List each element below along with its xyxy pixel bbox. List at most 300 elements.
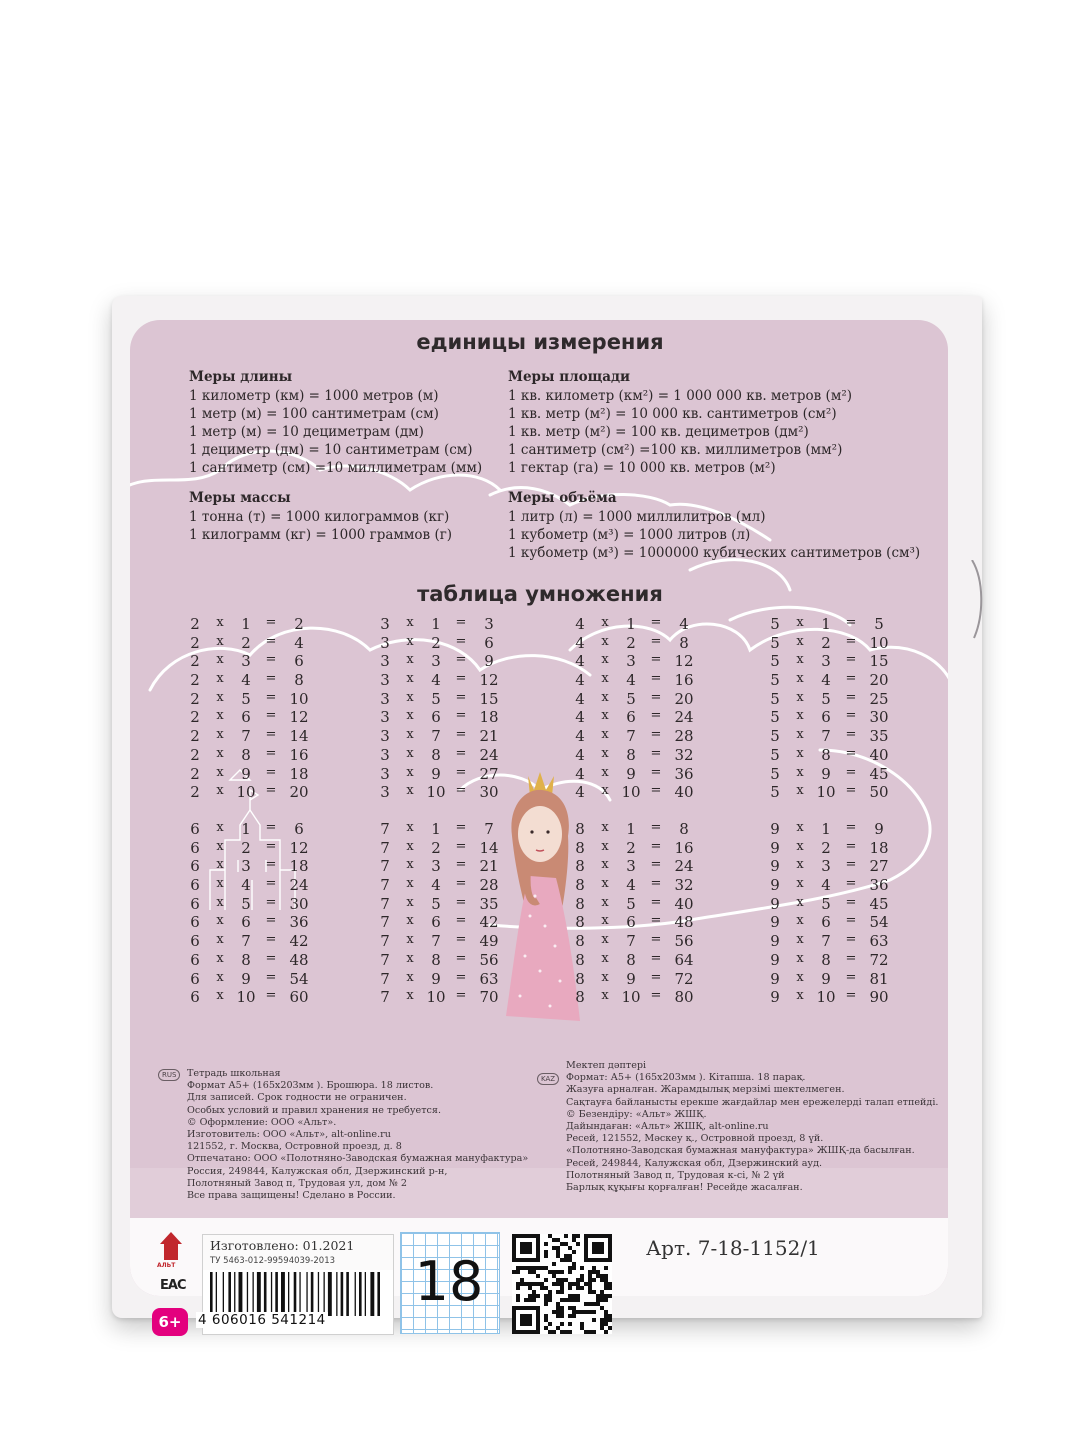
mult-sign: x <box>601 671 609 687</box>
mult-sign: x <box>406 950 414 966</box>
mult-result: 8 <box>294 671 304 690</box>
mult-factor: 2 <box>190 764 200 783</box>
equals-sign: = <box>455 633 467 649</box>
mass-block <box>189 489 452 544</box>
mult-multiplier: 3 <box>431 857 441 876</box>
mult-sign: x <box>601 988 609 1004</box>
mult-result: 12 <box>479 671 499 690</box>
mult-multiplier: 7 <box>821 932 831 951</box>
mult-multiplier: 7 <box>626 727 636 746</box>
equals-sign: = <box>650 671 662 687</box>
equals-sign: = <box>845 652 857 668</box>
mult-multiplier: 5 <box>241 689 251 708</box>
mult-factor: 9 <box>770 988 780 1007</box>
mult-sign: x <box>216 633 224 649</box>
info-rus-line: Все права защищены! Сделано в России. <box>187 1190 396 1202</box>
mult-multiplier: 2 <box>821 838 831 857</box>
mult-sign: x <box>216 671 224 687</box>
mult-sign: x <box>601 727 609 743</box>
info-kaz <box>566 1060 938 1194</box>
mult-sign: x <box>406 876 414 892</box>
mult-sign: x <box>216 913 224 929</box>
mult-sign: x <box>601 838 609 854</box>
info-kaz-line: © Безендіру: «Альт» ЖШҚ. <box>566 1108 707 1120</box>
equals-sign: = <box>265 727 277 743</box>
equals-sign: = <box>845 913 857 929</box>
length-line: 1 сантиметр (см) =10 миллиметрам (мм) <box>189 460 483 476</box>
mult-factor: 6 <box>190 988 200 1007</box>
equals-sign: = <box>845 615 857 630</box>
equals-sign: = <box>845 745 857 761</box>
mult-factor: 7 <box>380 894 390 913</box>
mult-multiplier: 3 <box>241 652 251 671</box>
mult-sign: x <box>406 838 414 854</box>
info-kaz-line: Ресей, 249844, Калужская обл, Дзержинский ауд. <box>566 1157 823 1169</box>
equals-sign: = <box>455 838 467 854</box>
mult-multiplier: 8 <box>241 950 251 969</box>
mult-result: 6 <box>294 652 304 671</box>
equals-sign: = <box>265 671 277 687</box>
mult-multiplier: 7 <box>431 727 441 746</box>
mult-multiplier: 10 <box>816 988 836 1007</box>
rus-badge: RUS <box>158 1069 180 1081</box>
mult-factor: 7 <box>380 838 390 857</box>
info-rus-line: Полотняный Завод п, Трудовая ул, дом № 2 <box>187 1177 407 1189</box>
mult-result: 9 <box>874 820 884 838</box>
multiplication-title: таблица умножения <box>417 582 663 606</box>
mult-multiplier: 8 <box>241 745 251 764</box>
mult-multiplier: 9 <box>626 969 636 988</box>
mult-factor: 4 <box>575 671 585 690</box>
mult-sign: x <box>796 652 804 668</box>
mult-sign: x <box>601 857 609 873</box>
mult-sign: x <box>601 689 609 705</box>
mult-factor: 3 <box>380 615 390 633</box>
mult-result: 64 <box>674 950 694 969</box>
equals-sign: = <box>650 857 662 873</box>
equals-sign: = <box>650 876 662 892</box>
mult-multiplier: 2 <box>821 633 831 652</box>
mult-factor: 2 <box>190 615 200 633</box>
mult-result: 10 <box>289 689 309 708</box>
mult-result: 28 <box>479 876 499 895</box>
equals-sign: = <box>845 783 857 799</box>
mult-factor: 9 <box>770 969 780 988</box>
equals-sign: = <box>650 783 662 799</box>
mult-factor: 7 <box>380 876 390 895</box>
mult-sign: x <box>796 671 804 687</box>
equals-sign: = <box>650 913 662 929</box>
mult-factor: 5 <box>770 745 780 764</box>
mult-factor: 7 <box>380 950 390 969</box>
mult-sign: x <box>406 969 414 985</box>
eac-mark: ЕАС <box>160 1278 186 1293</box>
equals-sign: = <box>455 876 467 892</box>
mult-factor: 6 <box>190 969 200 988</box>
mult-result: 14 <box>479 838 499 857</box>
info-kaz-line: Мектеп дәптері <box>566 1060 647 1071</box>
mult-sign: x <box>216 727 224 743</box>
mult-result: 90 <box>869 988 889 1007</box>
mult-sign: x <box>216 764 224 780</box>
mult-result: 12 <box>674 652 694 671</box>
alt-logo-icon <box>160 1232 182 1260</box>
mult-result: 21 <box>479 857 499 876</box>
equals-sign: = <box>265 932 277 948</box>
equals-sign: = <box>265 988 277 1004</box>
mult-result: 70 <box>479 988 499 1007</box>
mult-sign: x <box>216 783 224 799</box>
mult-factor: 8 <box>575 932 585 951</box>
mult-sign: x <box>216 988 224 1004</box>
mult-factor: 4 <box>575 615 585 633</box>
area-line: 1 гектар (га) = 10 000 кв. метров (м²) <box>508 460 776 476</box>
length-line: 1 метр (м) = 10 дециметрам (дм) <box>189 424 424 440</box>
mult-sign: x <box>601 783 609 799</box>
mult-multiplier: 5 <box>431 689 441 708</box>
info-kaz-line: Полотняный Завод п, Трудовая к-сі, № 2 үй <box>566 1169 785 1181</box>
manufactured-date: Изготовлено: 01.2021 <box>210 1238 355 1253</box>
info-rus-line: Тетрадь школьная <box>187 1068 281 1079</box>
mult-factor: 4 <box>575 783 585 802</box>
mult-multiplier: 1 <box>821 820 831 838</box>
mult-multiplier: 8 <box>431 950 441 969</box>
mult-factor: 5 <box>770 783 780 802</box>
mult-multiplier: 3 <box>626 857 636 876</box>
mult-result: 30 <box>289 894 309 913</box>
mult-factor: 7 <box>380 913 390 932</box>
equals-sign: = <box>650 838 662 854</box>
mult-factor: 8 <box>575 950 585 969</box>
area-line: 1 кв. метр (м²) = 10 000 кв. сантиметров (см²) <box>508 406 837 422</box>
mult-factor: 8 <box>575 988 585 1007</box>
mult-factor: 9 <box>770 857 780 876</box>
mult-factor: 3 <box>380 727 390 746</box>
mult-result: 15 <box>479 689 499 708</box>
equals-sign: = <box>455 913 467 929</box>
mult-result: 56 <box>674 932 694 951</box>
equals-sign: = <box>650 652 662 668</box>
mult-multiplier: 1 <box>431 820 441 838</box>
equals-sign: = <box>650 615 662 630</box>
mult-sign: x <box>601 969 609 985</box>
mult-factor: 5 <box>770 652 780 671</box>
equals-sign: = <box>845 671 857 687</box>
mult-factor: 6 <box>190 950 200 969</box>
mult-multiplier: 4 <box>241 671 251 690</box>
mass-heading: Меры массы <box>189 490 291 506</box>
mult-sign: x <box>796 727 804 743</box>
mult-sign: x <box>796 950 804 966</box>
mult-factor: 5 <box>770 633 780 652</box>
mult-factor: 7 <box>380 988 390 1007</box>
mult-result: 42 <box>289 932 309 951</box>
mult-multiplier: 6 <box>821 708 831 727</box>
mult-result: 50 <box>869 783 889 802</box>
equals-sign: = <box>650 820 662 835</box>
mult-factor: 2 <box>190 671 200 690</box>
equals-sign: = <box>845 857 857 873</box>
equals-sign: = <box>265 969 277 985</box>
kaz-badge: KAZ <box>537 1073 559 1085</box>
mult-result: 40 <box>674 894 694 913</box>
mult-result: 6 <box>484 633 494 652</box>
mult-multiplier: 2 <box>241 838 251 857</box>
mult-sign: x <box>796 894 804 910</box>
length-line: 1 километр (км) = 1000 метров (м) <box>189 388 439 404</box>
mult-result: 36 <box>289 913 309 932</box>
equals-sign: = <box>265 652 277 668</box>
mult-result: 72 <box>674 969 694 988</box>
mult-result: 48 <box>289 950 309 969</box>
mult-multiplier: 2 <box>626 633 636 652</box>
mult-result: 24 <box>289 876 309 895</box>
mult-sign: x <box>601 820 609 835</box>
equals-sign: = <box>845 988 857 1004</box>
mult-result: 9 <box>484 652 494 671</box>
mult-sign: x <box>406 689 414 705</box>
equals-sign: = <box>845 838 857 854</box>
mult-factor: 4 <box>575 652 585 671</box>
mult-sign: x <box>601 708 609 724</box>
mult-factor: 3 <box>380 652 390 671</box>
mult-factor: 3 <box>380 764 390 783</box>
mult-sign: x <box>796 913 804 929</box>
equals-sign: = <box>650 745 662 761</box>
mult-result: 16 <box>289 745 309 764</box>
mult-multiplier: 6 <box>626 913 636 932</box>
area-line: 1 сантиметр (см²) =100 кв. миллиметров (мм²) <box>508 442 843 458</box>
mult-sign: x <box>406 913 414 929</box>
mult-factor: 9 <box>770 838 780 857</box>
mult-result: 40 <box>869 745 889 764</box>
mult-result: 15 <box>869 652 889 671</box>
equals-sign: = <box>455 745 467 761</box>
mult-result: 32 <box>674 876 694 895</box>
mult-result: 28 <box>674 727 694 746</box>
area-line: 1 кв. километр (км²) = 1 000 000 кв. метров (м²) <box>508 388 852 404</box>
mult-multiplier: 8 <box>821 745 831 764</box>
mult-multiplier: 10 <box>621 988 641 1007</box>
mult-multiplier: 5 <box>821 894 831 913</box>
mass-line: 1 тонна (т) = 1000 килограммов (кг) <box>189 509 450 525</box>
equals-sign: = <box>845 950 857 966</box>
info-rus-line: Россия, 249844, Калужская обл, Дзержинский р-н, <box>187 1165 448 1177</box>
mult-result: 45 <box>869 764 889 783</box>
mult-sign: x <box>796 838 804 854</box>
mult-factor: 2 <box>190 708 200 727</box>
mult-result: 56 <box>479 950 499 969</box>
mult-sign: x <box>796 932 804 948</box>
mult-result: 30 <box>479 783 499 802</box>
info-kaz-line: «Полотняно-Заводская бумажная мануфактура» ЖШҚ-да басылған. <box>566 1145 915 1157</box>
equals-sign: = <box>455 671 467 687</box>
mult-sign: x <box>601 932 609 948</box>
mult-sign: x <box>601 913 609 929</box>
units-title: единицы измерения <box>416 330 664 354</box>
mass-line: 1 килограмм (кг) = 1000 граммов (г) <box>189 527 453 543</box>
equals-sign: = <box>265 913 277 929</box>
mult-multiplier: 1 <box>241 615 251 633</box>
mult-factor: 2 <box>190 633 200 652</box>
mult-multiplier: 10 <box>236 783 256 802</box>
mult-result: 80 <box>674 988 694 1007</box>
mult-factor: 6 <box>190 857 200 876</box>
mult-result: 27 <box>479 764 499 783</box>
mult-factor: 8 <box>575 838 585 857</box>
equals-sign: = <box>455 857 467 873</box>
mult-result: 5 <box>874 615 884 633</box>
equals-sign: = <box>265 764 277 780</box>
mult-multiplier: 4 <box>431 876 441 895</box>
mult-factor: 8 <box>575 969 585 988</box>
equals-sign: = <box>455 932 467 948</box>
equals-sign: = <box>265 689 277 705</box>
mult-multiplier: 6 <box>626 708 636 727</box>
mult-result: 14 <box>289 727 309 746</box>
length-block <box>189 368 482 477</box>
mult-multiplier: 1 <box>431 615 441 633</box>
mult-result: 54 <box>289 969 309 988</box>
equals-sign: = <box>845 969 857 985</box>
equals-sign: = <box>455 727 467 743</box>
volume-line: 1 литр (л) = 1000 миллилитров (мл) <box>508 509 766 525</box>
equals-sign: = <box>650 633 662 649</box>
mult-factor: 8 <box>575 857 585 876</box>
equals-sign: = <box>845 820 857 835</box>
info-kaz-line: Дайындаған: «Альт» ЖШҚ, alt-online.ru <box>566 1121 769 1133</box>
mult-result: 35 <box>479 894 499 913</box>
mult-multiplier: 2 <box>431 633 441 652</box>
mult-multiplier: 1 <box>241 820 251 838</box>
mult-multiplier: 9 <box>431 969 441 988</box>
mult-result: 30 <box>869 708 889 727</box>
tu-code: ТУ 5463-012-99594039-2013 <box>210 1256 336 1266</box>
mult-multiplier: 9 <box>241 969 251 988</box>
equals-sign: = <box>650 969 662 985</box>
mult-multiplier: 9 <box>431 764 441 783</box>
mult-factor: 9 <box>770 820 780 838</box>
mult-sign: x <box>406 894 414 910</box>
mult-multiplier: 1 <box>626 615 636 633</box>
equals-sign: = <box>845 727 857 743</box>
mult-result: 40 <box>674 783 694 802</box>
mult-multiplier: 4 <box>626 876 636 895</box>
mult-result: 54 <box>869 913 889 932</box>
mult-factor: 8 <box>575 913 585 932</box>
mult-factor: 3 <box>380 745 390 764</box>
mult-sign: x <box>406 727 414 743</box>
equals-sign: = <box>650 932 662 948</box>
equals-sign: = <box>455 764 467 780</box>
mult-factor: 2 <box>190 783 200 802</box>
mult-sign: x <box>796 783 804 799</box>
mult-sign: x <box>406 671 414 687</box>
mult-multiplier: 4 <box>821 876 831 895</box>
mult-factor: 2 <box>190 745 200 764</box>
mult-sign: x <box>796 988 804 1004</box>
info-kaz-line: Формат: А5+ (165х203мм ). Кітапша. 18 парақ. <box>566 1072 806 1084</box>
mult-sign: x <box>406 988 414 1004</box>
mult-sign: x <box>216 745 224 761</box>
mult-factor: 2 <box>190 727 200 746</box>
mult-sign: x <box>406 615 414 630</box>
mult-sign: x <box>796 708 804 724</box>
mult-multiplier: 8 <box>626 950 636 969</box>
mult-sign: x <box>406 857 414 873</box>
mult-factor: 4 <box>575 727 585 746</box>
mult-sign: x <box>406 652 414 668</box>
mult-sign: x <box>406 708 414 724</box>
mult-factor: 4 <box>575 745 585 764</box>
info-kaz-line: Жазуға арналған. Жарамдылық мерзімі шектелмеген. <box>566 1084 845 1096</box>
mult-result: 18 <box>479 708 499 727</box>
mult-result: 63 <box>869 932 889 951</box>
equals-sign: = <box>455 689 467 705</box>
mult-sign: x <box>796 876 804 892</box>
info-rus-line: Формат А5+ (165х203мм ). Брошюра. 18 листов. <box>187 1080 434 1092</box>
mult-sign: x <box>796 615 804 630</box>
mult-factor: 9 <box>770 876 780 895</box>
mult-result: 35 <box>869 727 889 746</box>
equals-sign: = <box>650 708 662 724</box>
mult-sign: x <box>796 857 804 873</box>
mult-multiplier: 3 <box>821 652 831 671</box>
mult-multiplier: 4 <box>821 671 831 690</box>
mult-multiplier: 5 <box>626 894 636 913</box>
mult-result: 18 <box>869 838 889 857</box>
mult-sign: x <box>216 615 224 630</box>
mult-result: 7 <box>484 820 494 838</box>
mult-multiplier: 4 <box>241 876 251 895</box>
mult-result: 60 <box>289 988 309 1007</box>
mult-sign: x <box>796 764 804 780</box>
mult-result: 36 <box>869 876 889 895</box>
mult-sign: x <box>601 745 609 761</box>
mult-multiplier: 3 <box>431 652 441 671</box>
mult-sign: x <box>796 969 804 985</box>
mult-factor: 3 <box>380 671 390 690</box>
mult-sign: x <box>406 932 414 948</box>
mult-factor: 7 <box>380 969 390 988</box>
mult-factor: 6 <box>190 838 200 857</box>
mult-factor: 8 <box>575 894 585 913</box>
mult-multiplier: 6 <box>241 913 251 932</box>
mult-multiplier: 5 <box>431 894 441 913</box>
mult-sign: x <box>601 950 609 966</box>
mult-multiplier: 2 <box>431 838 441 857</box>
equals-sign: = <box>845 689 857 705</box>
mult-factor: 2 <box>190 689 200 708</box>
equals-sign: = <box>845 633 857 649</box>
equals-sign: = <box>845 876 857 892</box>
mult-multiplier: 9 <box>241 764 251 783</box>
mult-result: 63 <box>479 969 499 988</box>
mult-multiplier: 7 <box>821 727 831 746</box>
mult-result: 49 <box>479 932 499 951</box>
mult-result: 24 <box>674 708 694 727</box>
mult-factor: 5 <box>770 615 780 633</box>
mult-multiplier: 8 <box>626 745 636 764</box>
volume-heading: Меры объёма <box>508 490 617 506</box>
mult-multiplier: 7 <box>626 932 636 951</box>
info-kaz-line: Барлық құқығы қорғалған! Ресейде жасалған. <box>566 1182 803 1194</box>
equals-sign: = <box>455 950 467 966</box>
mult-result: 12 <box>289 838 309 857</box>
info-rus-line: © Оформление: ООО «Альт». <box>187 1116 337 1128</box>
mult-multiplier: 10 <box>621 783 641 802</box>
mult-multiplier: 2 <box>241 633 251 652</box>
